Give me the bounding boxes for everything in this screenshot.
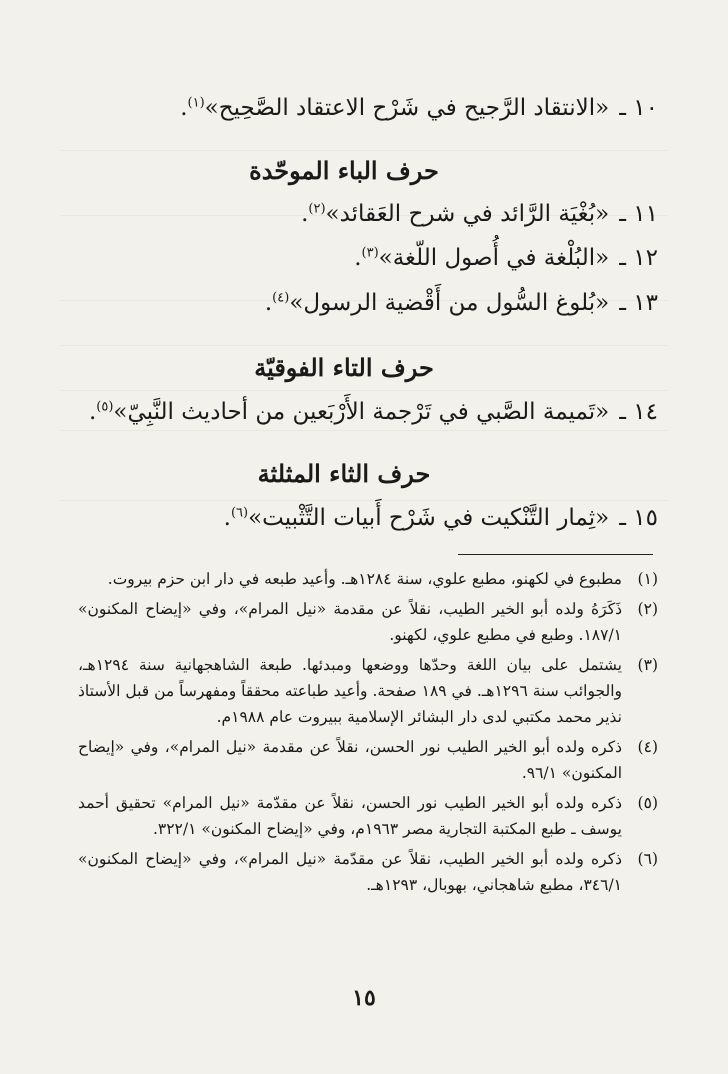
- footnote-text: ذكره ولده أبو الخير الطيب، نقلاً عن مقدّمة «نيل المرام»، وفي «إيضاح المكنون» ٣٤٦/١، مطبع شاهجاني، بهوبال، ١٢٩٣هـ.: [78, 850, 622, 894]
- footnote: [78, 846, 658, 898]
- footnote: [78, 734, 658, 786]
- footnote-text: ذَكَرَهُ ولده أبو الخير الطيب، نقلاً عن مقدمة «نيل المرام»، وفي «إيضاح المكنون» ١٨٧/١. وطبع في مطبع علوي، لكهنو.: [78, 600, 622, 644]
- footnote-ref[interactable]: (٢): [308, 201, 326, 217]
- entry-number: ١٠ ـ: [619, 95, 658, 121]
- footnote-ref[interactable]: (٣): [361, 245, 379, 261]
- footnote: [78, 596, 658, 648]
- section-heading-ta: حرف التاء الفوقيّة: [254, 353, 434, 382]
- page-number: ١٥: [352, 985, 376, 1011]
- section-heading-ba: حرف الباء الموحّدة: [249, 156, 439, 185]
- entry-10: ١٠ ـ«الانتقاد الرَّجيح في شَرْح الاعتقاد الصَّحِيح»$^{(١)}$.: [80, 92, 658, 124]
- footnote: [78, 790, 658, 842]
- footnote-ref[interactable]: (٥): [96, 399, 114, 415]
- entry-title: «تَميمة الصَّبي في تَرْجمة الأَرْبَعين من أحاديث النَّبِيّ»: [113, 399, 610, 425]
- footnote: [78, 652, 658, 730]
- footnotes: [78, 566, 658, 902]
- entry-title: «بُغْيَة الرَّائد في شرح العَقائد»: [325, 201, 610, 227]
- entry-number: ١٣ ـ: [619, 290, 658, 316]
- footnote-text: ذكره ولده أبو الخير الطيب نور الحسن، نقلاً عن مقدمة «نيل المرام»، وفي «إيضاح المكنون» ٩٦/١.: [78, 738, 622, 782]
- entry-title: «ثِمار التَّنْكيت في شَرْح أَبيات التَّثْبيت»: [248, 505, 610, 531]
- entry-11: ١١ ـ«بُغْيَة الرَّائد في شرح العَقائد»$^{(٢)}$.: [80, 198, 658, 230]
- footnote-ref[interactable]: (٤): [272, 290, 290, 306]
- entry-12: ١٢ ـ«البُلْغة في أُصول اللّغة»$^{(٣)}$.: [80, 242, 658, 274]
- entry-14: ١٤ ـ«تَميمة الصَّبي في تَرْجمة الأَرْبَعين من أحاديث النَّبِيّ»$^{(٥)}$.: [80, 396, 658, 428]
- entry-number: ١١ ـ: [619, 201, 658, 227]
- entry-number: ١٢ ـ: [619, 245, 658, 271]
- footnote-number: (٣): [637, 656, 658, 674]
- section-heading-tha: حرف الثاء المثلثة: [257, 459, 431, 488]
- footnote-number: (١): [637, 570, 658, 588]
- footnote-number: (٢): [637, 600, 658, 618]
- entry-title: «الانتقاد الرَّجيح في شَرْح الاعتقاد الصَّحِيح»: [204, 95, 610, 121]
- entry-number: ١٥ ـ: [619, 505, 658, 531]
- entry-13: ١٣ ـ«بُلوغ السُّول من أَقْضية الرسول»$^{(٤)}$.: [80, 287, 658, 319]
- footnote-ref[interactable]: (٦): [230, 505, 249, 521]
- footnote: [78, 566, 658, 592]
- footnote-text: مطبوع في لكهنو، مطبع علوي، سنة ١٢٨٤هـ. وأعيد طبعه في دار ابن حزم بيروت.: [107, 570, 622, 588]
- footnote-text: يشتمل على بيان اللغة وحدّها ووضعها ومبدئها. طبعة الشاهجهانية سنة ١٢٩٤هـ، والجوائب سنة ١٢٩٦هـ. في ١٨٩ صفحة. وأعيد طباعته محققاً ومفهرساً من قبل الأستاذ نذير محمد مكتبي لدى دار البشائر الإسلامية ببيروت عام ١٩٨٨م.: [78, 656, 622, 726]
- footnote-separator: [458, 554, 653, 555]
- footnote-number: (٦): [637, 850, 658, 868]
- footnote-number: (٤): [637, 738, 658, 756]
- footnote-number: (٥): [637, 794, 658, 812]
- entry-title: «البُلْغة في أُصول اللّغة»: [378, 245, 610, 271]
- entry-number: ١٤ ـ: [619, 399, 658, 425]
- footnote-text: ذكره ولده أبو الخير الطيب نور الحسن، نقلاً عن مقدّمة «نيل المرام» تحقيق أحمد يوسف ـ طبع المكتبة التجارية مصر ١٩٦٣م، وفي «إيضاح المكنون» ٣٢٢/١.: [78, 794, 622, 838]
- footnote-ref[interactable]: (١): [187, 95, 205, 111]
- entry-title: «بُلوغ السُّول من أَقْضية الرسول»: [289, 290, 610, 316]
- entry-15: ١٥ ـ«ثِمار التَّنْكيت في شَرْح أَبيات التَّثْبيت»$^{(٦)}$.: [80, 502, 658, 534]
